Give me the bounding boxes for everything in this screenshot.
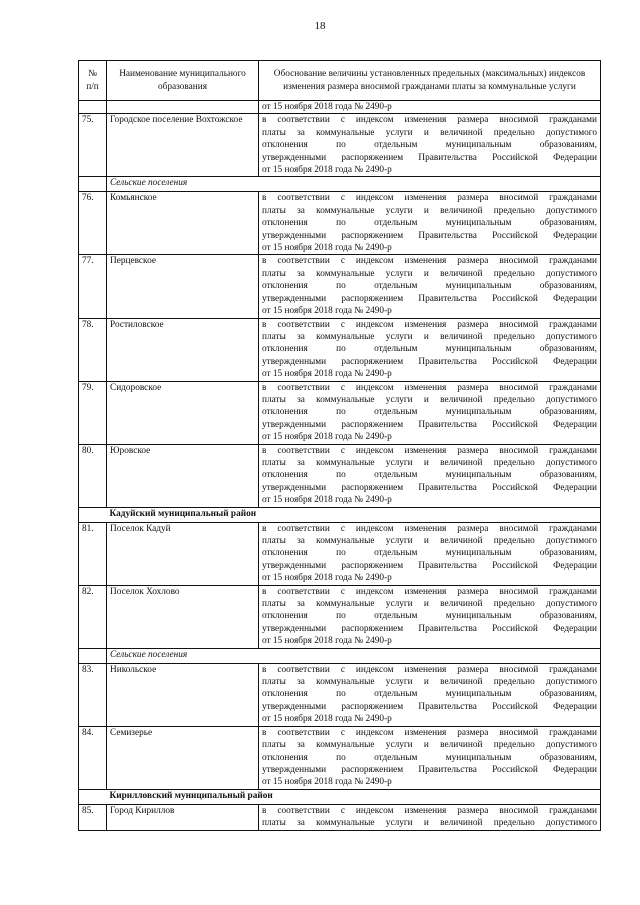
page-number: 18: [314, 20, 326, 32]
table-row: [79, 444, 601, 507]
municipality-name: Поселок Хохлово: [107, 585, 259, 648]
basis-text-partial: [259, 804, 601, 830]
basis-line: в соответствии с индексом изменения размера вносимой гражданами: [262, 319, 597, 330]
table-row: [79, 585, 601, 648]
row-number: 78.: [79, 318, 107, 381]
basis-line: утвержденными распоряжением Правительства Российской Федерации: [262, 764, 597, 775]
basis-line: утвержденными распоряжением Правительства Российской Федерации: [262, 701, 597, 712]
municipality-name: Юровское: [107, 444, 259, 507]
row-number: 75.: [79, 114, 107, 177]
basis-line: в соответствии с индексом изменения размера вносимой гражданами: [262, 586, 597, 597]
basis-line: платы за коммунальные услуги и величиной предельно допустимого: [262, 677, 597, 688]
basis-line: от 15 ноября 2018 года № 2490-р: [262, 165, 392, 176]
basis-text: [259, 444, 601, 507]
table-row: [79, 804, 601, 830]
basis-text: [259, 585, 601, 648]
continuation-text: от 15 ноября 2018 года № 2490-р: [259, 101, 601, 114]
basis-line: отклонения по отдельным муниципальным образованиям,: [262, 140, 597, 151]
basis-line: в соответствии с индексом изменения размера вносимой гражданами: [262, 523, 597, 534]
basis-text: [259, 381, 601, 444]
basis-line: платы за коммунальные услуги и величиной предельно допустимого: [262, 127, 597, 138]
basis-line: утвержденными распоряжением Правительства Российской Федерации: [262, 293, 597, 304]
basis-line: платы за коммунальные услуги и величиной предельно допустимого: [262, 205, 597, 216]
header-basis: Обоснование величины установленных предельных (максимальных) индексов изменения размера вносимой гражданами платы за коммунальные услуги: [259, 61, 601, 101]
basis-line: утвержденными распоряжением Правительства Российской Федерации: [262, 230, 597, 241]
basis-line: платы за коммунальные услуги и величиной предельно допустимого: [262, 818, 597, 829]
basis-line: в соответствии с индексом изменения размера вносимой гражданами: [262, 805, 597, 816]
municipality-name: Поселок Кадуй: [107, 522, 259, 585]
basis-line: от 15 ноября 2018 года № 2490-р: [262, 306, 392, 317]
municipality-name: Город Кириллов: [107, 804, 259, 830]
basis-line: от 15 ноября 2018 года № 2490-р: [262, 777, 392, 788]
basis-line: отклонения по отдельным муниципальным образованиям,: [262, 344, 597, 355]
basis-line: от 15 ноября 2018 года № 2490-р: [262, 714, 392, 725]
municipality-name: Никольское: [107, 663, 259, 726]
basis-line: в соответствии с индексом изменения размера вносимой гражданами: [262, 445, 597, 456]
basis-line: утвержденными распоряжением Правительства Российской Федерации: [262, 623, 597, 634]
municipality-name: Городское поселение Вохтожское: [107, 114, 259, 177]
section-kirillov-district: Кирилловский муниципальный район: [107, 789, 601, 804]
table-row: [79, 663, 601, 726]
basis-line: утвержденными распоряжением Правительства Российской Федерации: [262, 152, 597, 163]
basis-line: отклонения по отдельным муниципальным образованиям,: [262, 752, 597, 763]
header-name: Наименование муниципального образования: [107, 61, 259, 101]
basis-line: от 15 ноября 2018 года № 2490-р: [262, 573, 392, 584]
basis-line: отклонения по отдельным муниципальным образованиям,: [262, 281, 597, 292]
basis-line: платы за коммунальные услуги и величиной предельно допустимого: [262, 457, 597, 468]
basis-text: [259, 255, 601, 318]
basis-line: отклонения по отдельным муниципальным образованиям,: [262, 470, 597, 481]
basis-line: от 15 ноября 2018 года № 2490-р: [262, 495, 392, 506]
basis-text: [259, 663, 601, 726]
row-number: 77.: [79, 255, 107, 318]
row-number: 76.: [79, 192, 107, 255]
basis-line: в соответствии с индексом изменения размера вносимой гражданами: [262, 664, 597, 675]
basis-line: платы за коммунальные услуги и величиной предельно допустимого: [262, 331, 597, 342]
basis-text: [259, 522, 601, 585]
tariff-basis-table: [78, 60, 601, 831]
table-row: [79, 522, 601, 585]
row-number: 83.: [79, 663, 107, 726]
basis-text: [259, 114, 601, 177]
basis-line: платы за коммунальные услуги и величиной предельно допустимого: [262, 740, 597, 751]
basis-line: платы за коммунальные услуги и величиной предельно допустимого: [262, 394, 597, 405]
section-kaduy-district: Кадуйский муниципальный район: [107, 507, 601, 522]
basis-line: утвержденными распоряжением Правительства Российской Федерации: [262, 560, 597, 571]
basis-line: в соответствии с индексом изменения размера вносимой гражданами: [262, 727, 597, 738]
basis-line: от 15 ноября 2018 года № 2490-р: [262, 432, 392, 443]
basis-line: платы за коммунальные услуги и величиной предельно допустимого: [262, 536, 597, 546]
basis-text: [259, 318, 601, 381]
section-rural-settlements: Сельские поселения: [107, 648, 601, 663]
section-row: [79, 648, 601, 663]
basis-line: утвержденными распоряжением Правительства Российской Федерации: [262, 482, 597, 493]
row-number: 80.: [79, 444, 107, 507]
basis-line: отклонения по отдельным муниципальным образованиям,: [262, 611, 597, 622]
basis-line: платы за коммунальные услуги и величиной предельно допустимого: [262, 268, 597, 279]
section-rural-settlements: Сельские поселения: [107, 177, 601, 192]
table-row: [79, 381, 601, 444]
municipality-name: Комьянское: [107, 192, 259, 255]
header-num: № п/п: [79, 61, 107, 101]
municipality-name: Ростиловское: [107, 318, 259, 381]
table-row: [79, 318, 601, 381]
basis-line: платы за коммунальные услуги и величиной предельно допустимого: [262, 599, 597, 610]
section-row: [79, 177, 601, 192]
basis-text: [259, 726, 601, 789]
basis-line: от 15 ноября 2018 года № 2490-р: [262, 636, 392, 647]
table-row: [79, 114, 601, 177]
table-row: [79, 255, 601, 318]
row-number: 79.: [79, 381, 107, 444]
municipality-name: Сидоровское: [107, 381, 259, 444]
basis-text: [259, 192, 601, 255]
basis-line: утвержденными распоряжением Правительства Российской Федерации: [262, 356, 597, 367]
row-number: 85.: [79, 804, 107, 830]
municipality-name: Семизерье: [107, 726, 259, 789]
row-number: 84.: [79, 726, 107, 789]
basis-line: утвержденными распоряжением Правительства Российской Федерации: [262, 419, 597, 430]
table-row: [79, 726, 601, 789]
table-header-row: [79, 61, 601, 101]
basis-line: отклонения по отдельным муниципальным образованиям,: [262, 548, 597, 559]
section-row: [79, 507, 601, 522]
basis-line: от 15 ноября 2018 года № 2490-р: [262, 369, 392, 380]
table-row: [79, 192, 601, 255]
row-number: 82.: [79, 585, 107, 648]
basis-line: от 15 ноября 2018 года № 2490-р: [262, 243, 392, 254]
section-row: [79, 789, 601, 804]
basis-line: в соответствии с индексом изменения размера вносимой гражданами: [262, 115, 597, 126]
basis-line: отклонения по отдельным муниципальным образованиям,: [262, 689, 597, 700]
basis-line: в соответствии с индексом изменения размера вносимой гражданами: [262, 256, 597, 267]
basis-line: в соответствии с индексом изменения размера вносимой гражданами: [262, 382, 597, 393]
basis-line: отклонения по отдельным муниципальным образованиям,: [262, 218, 597, 229]
basis-line: отклонения по отдельным муниципальным образованиям,: [262, 407, 597, 418]
row-number: 81.: [79, 522, 107, 585]
municipality-name: Перцевское: [107, 255, 259, 318]
basis-line: в соответствии с индексом изменения размера вносимой гражданами: [262, 193, 597, 204]
continuation-row: [79, 101, 601, 114]
